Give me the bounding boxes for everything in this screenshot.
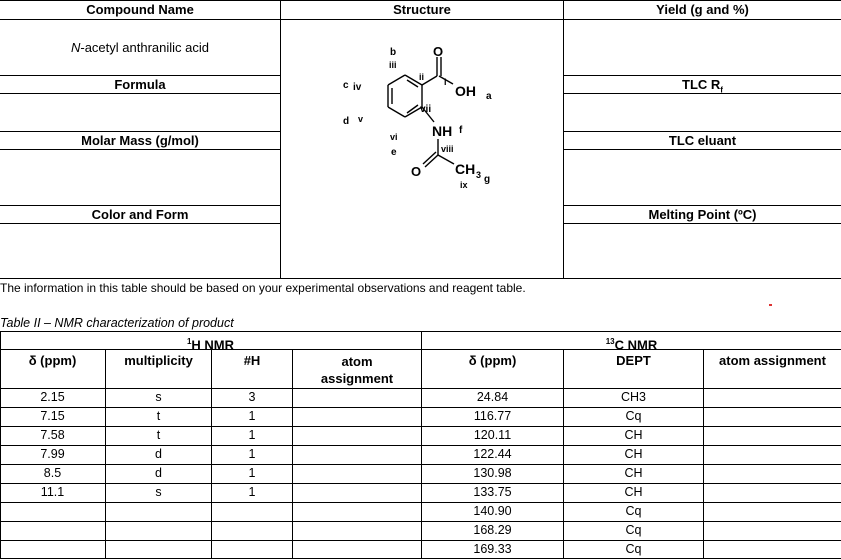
label-ch3: CH [455,161,476,177]
row-divider [563,426,703,427]
row-divider [105,521,421,522]
label-nh: NH [432,123,453,139]
row-divider [563,483,703,484]
c-delta-cell: 133.75 [473,485,512,499]
c-delta-cell: 140.90 [473,504,512,518]
row-divider [563,502,703,503]
benzene-ring [388,75,422,117]
header-yield: Yield (g and %) [656,2,749,17]
c-dept-cell: CH3 [620,390,646,404]
label-melting-point: Melting Point (ºC) [648,207,757,222]
label-iii: iii [389,60,397,70]
row-divider [563,464,703,465]
h-delta-cell: 11.1 [40,485,65,499]
header-structure: Structure [393,2,451,17]
label-d: d [343,116,350,127]
c-dept-cell: Cq [625,409,642,423]
h-count-cell: 1 [248,466,256,480]
h-delta-cell: 2.15 [40,390,65,404]
c-dept-cell: CH [624,447,643,461]
red-dot-mark [769,304,772,306]
compound-name-value [0,40,280,55]
label-vii: vii [420,104,432,115]
compound-name-rest: -acetyl anthranilic acid [80,40,209,55]
h-count-cell: 3 [248,390,256,404]
row-divider [703,407,841,408]
label-vi: vi [390,132,398,142]
carboxyl-bonds [422,57,453,85]
label-g: g [484,174,491,185]
row-divider [0,407,105,408]
c-delta-cell: 24.84 [476,390,509,404]
label-a: a [486,91,492,102]
label-c: c [343,80,349,91]
col-header-delta-h: δ (ppm) [28,353,77,368]
h-nmr-header [0,334,421,352]
tlc-rf-text: TLC R [682,77,721,92]
c-delta-cell: 122.44 [473,447,512,461]
row-divider [0,464,105,465]
label-v: v [358,114,364,124]
row-divider [703,540,841,541]
row-divider [105,502,421,503]
row-divider [563,521,703,522]
label-b: b [390,47,397,58]
label-ix: ix [460,180,468,190]
header-compound-name: Compound Name [86,2,194,17]
label-molar-mass: Molar Mass (g/mol) [81,133,199,148]
c-dept-cell: CH [624,466,643,480]
h-count-cell: 1 [248,409,256,423]
label-formula: Formula [114,77,166,92]
c-dept-cell: Cq [625,523,642,537]
col-header-dept: DEPT [616,353,651,368]
label-viii: viii [441,144,454,154]
h-multiplicity-cell: t [156,428,161,442]
label-oh: OH [455,83,476,99]
row-divider [421,502,563,503]
label-ii: ii [419,72,425,82]
h-count-cell: 1 [248,447,256,461]
row-divider [563,540,703,541]
label-e: e [391,147,397,158]
row-divider [703,521,841,522]
label-o-bottom: O [411,164,422,179]
label-tlc-rf [564,77,841,98]
label-subscript-3: 3 [476,170,482,180]
row-divider [421,445,563,446]
row-divider [105,464,421,465]
c-delta-cell: 168.29 [473,523,512,537]
row-divider [421,464,563,465]
h-multiplicity-cell: s [155,390,162,404]
row-divider [563,445,703,446]
instruction-note: The information in this table should be based on your experimental observations and reagent table. [0,281,526,295]
col-header-atom-assign-h: atom assignment [320,354,394,386]
label-i: i [444,77,447,87]
row-divider [421,426,563,427]
row-divider [105,445,421,446]
h-nmr-label: H NMR [191,337,235,353]
row-divider [0,540,105,541]
row-divider [421,407,563,408]
h-delta-cell: 7.99 [40,447,65,461]
row-divider [0,483,105,484]
c-delta-cell: 120.11 [473,428,512,442]
col-header-multiplicity: multiplicity [124,353,193,368]
row-divider [563,407,703,408]
col-header-num-h: #H [243,353,261,368]
c-delta-cell: 169.33 [473,542,512,556]
row-divider [703,464,841,465]
row-divider [703,502,841,503]
h-multiplicity-cell: s [155,485,162,499]
row-divider [421,540,563,541]
row-divider [0,426,105,427]
row-divider [421,483,563,484]
label-iv: iv [353,82,362,93]
c-nmr-sup: 13 [605,337,615,346]
row-divider [0,502,105,503]
row-divider [0,445,105,446]
h-multiplicity-cell: t [156,409,161,423]
h-delta-cell: 8.5 [43,466,62,480]
h-delta-cell: 7.15 [40,409,65,423]
h-delta-cell: 7.58 [40,428,65,442]
table2-caption: Table II – NMR characterization of product [0,316,234,330]
label-tlc-eluant: TLC eluant [668,133,737,148]
c-dept-cell: Cq [625,542,642,556]
h-count-cell: 1 [248,485,256,499]
h-multiplicity-cell: d [155,466,162,480]
row-divider [703,483,841,484]
col-header-delta-c: δ (ppm) [468,353,517,368]
col-header-atom-assign-c: atom assignment [719,353,826,368]
tlc-rf-subscript: f [720,85,723,95]
h-multiplicity-cell: d [155,447,162,461]
row-divider [105,483,421,484]
row-divider [703,426,841,427]
h-count-cell: 1 [248,428,256,442]
c-dept-cell: CH [624,428,643,442]
row-divider [0,521,105,522]
label-color-form: Color and Form [91,207,189,222]
label-f: f [459,125,463,136]
row-divider [105,540,421,541]
c-delta-cell: 116.77 [473,409,512,423]
h-nmr-sup: 1 [186,337,192,346]
c-dept-cell: CH [624,485,643,499]
row-divider [421,521,563,522]
c-dept-cell: Cq [625,504,642,518]
c-delta-cell: 130.98 [473,466,512,480]
row-divider [105,407,421,408]
compound-name-prefix: N [70,40,81,55]
molecule-structure [340,40,510,200]
row-divider [703,445,841,446]
c-nmr-header [422,334,841,352]
c-nmr-label: C NMR [614,337,658,353]
row-divider [105,426,421,427]
label-o-top: O [433,44,444,59]
